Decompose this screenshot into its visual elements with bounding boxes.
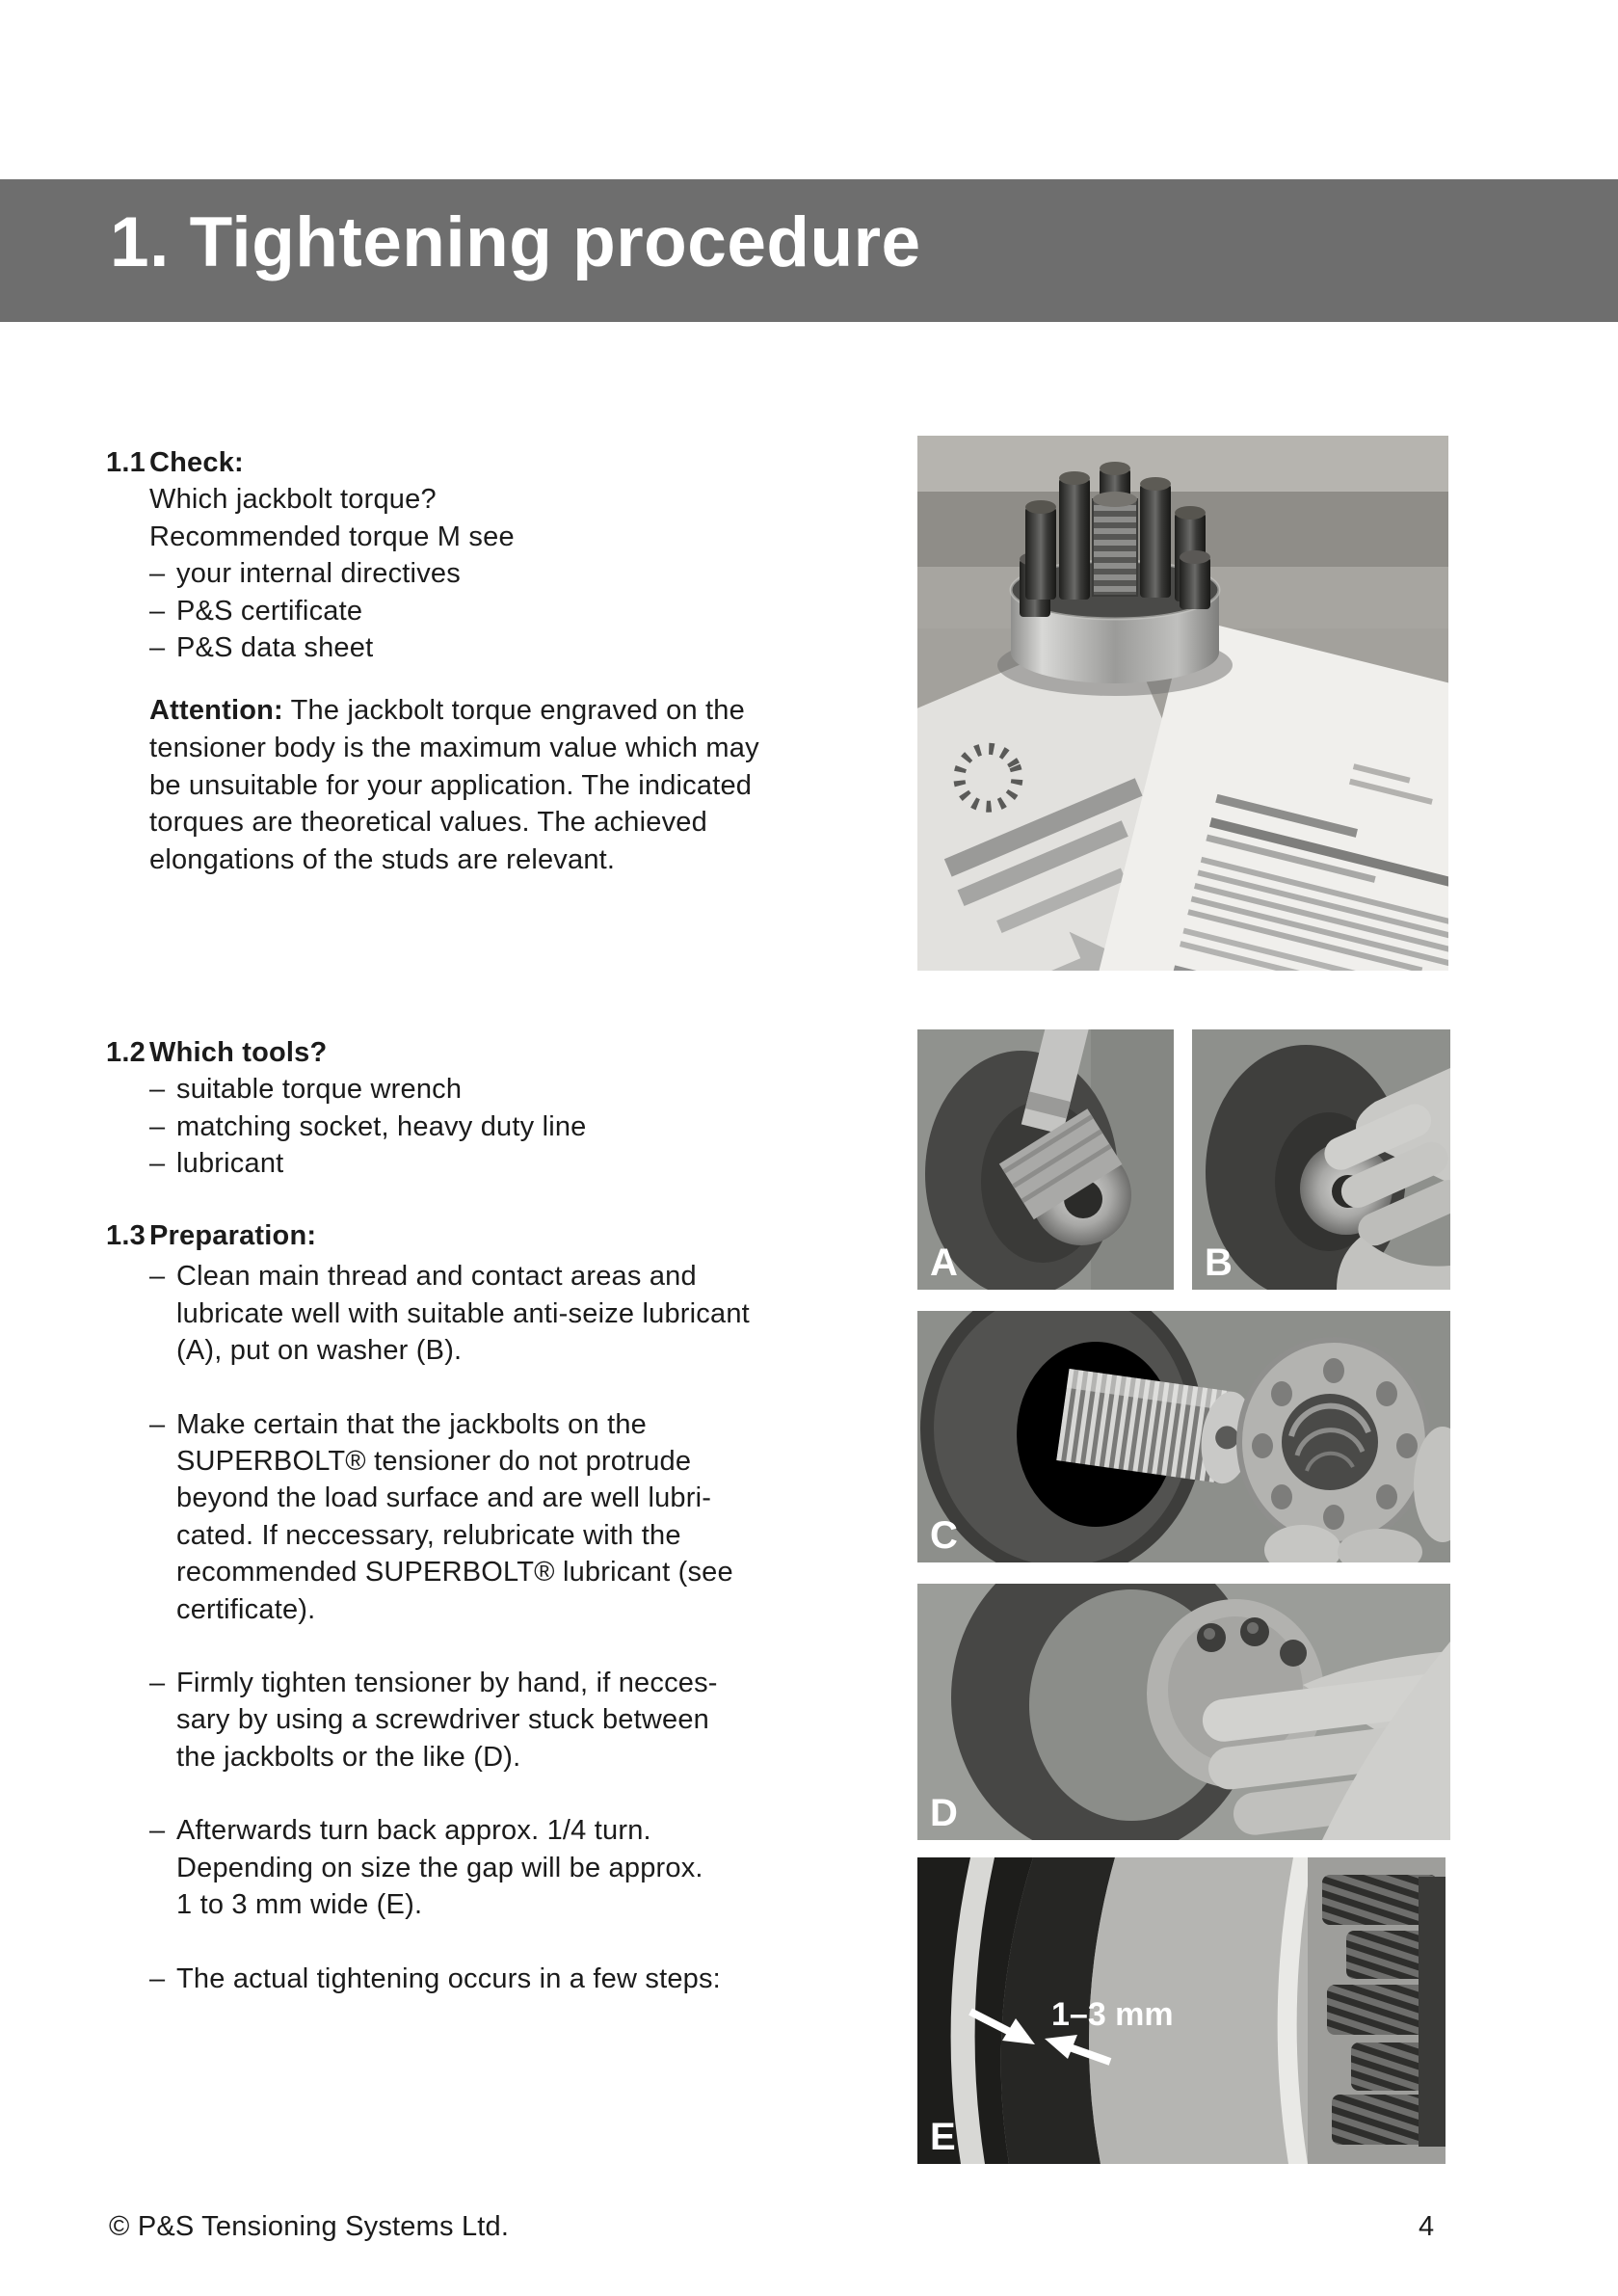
attention-paragraph [149,692,920,879]
list-item [149,1145,915,1182]
bullet-dash: – [149,1074,166,1106]
tensioner-nut [1239,1340,1428,1544]
text-line: Recommended torque M see [149,521,515,552]
photo-check-torque [917,436,1448,971]
bullet-dash: – [149,632,166,664]
bullet-text: P&S certificate [176,595,363,627]
text-line: torques are theoretical values. The achieved [149,807,707,839]
bullet-lines [176,1406,733,1628]
bullet-dash: – [149,1815,166,1847]
photo-label-c: C [930,1514,958,1557]
list-item [149,629,915,666]
hand-tighten-image [917,1584,1450,1840]
section-number: 1.2 [106,1037,146,1068]
list-item [149,1108,915,1145]
attention-label: Attention: [149,695,283,726]
section-heading: Preparation: [149,1220,317,1251]
section-1-1 [106,444,915,666]
attention-lines [149,730,920,879]
photo-label-a: A [930,1241,958,1284]
list-item [149,1258,915,1369]
text-line: cated. If neccessary, relubricate with the [176,1519,681,1551]
list-item [149,1961,915,1997]
text-line: beyond the load surface and are well lubri- [176,1482,712,1514]
bullet-dash: – [149,1261,166,1293]
bullet-dash: – [149,595,166,627]
text-line [149,692,920,730]
bullet-dash: – [149,1148,166,1180]
bullet-lines [176,1961,721,1997]
bullet-lines [176,1258,750,1369]
photo-label-e: E [930,2116,956,2158]
gap-dimension-label: 1–3 mm [1051,1996,1174,2033]
list-item [149,593,915,629]
text-line: the jackbolts or the like (D). [176,1741,521,1773]
text-line: recommended SUPERBOLT® lubricant (see [176,1557,733,1589]
tensioner-on-papers-image [917,436,1448,971]
bullet-text: P&S data sheet [176,632,374,664]
bullet-text: suitable torque wrench [176,1074,463,1106]
text-line: SUPERBOLT® tensioner do not protrude [176,1446,692,1478]
bullet-dash: – [149,558,166,590]
text-line: Make certain that the jackbolts on the [176,1408,647,1440]
bullet-text: lubricant [176,1148,284,1180]
section-heading: Check: [149,447,244,478]
section-number: 1.1 [106,447,146,478]
bullet-dash: – [149,1408,166,1440]
text-line: lubricate well with suitable anti-seize lubricant [176,1297,750,1329]
text-line: Which jackbolt torque? [149,484,437,516]
photo-label-d: D [930,1792,958,1834]
text-line: be unsuitable for your application. The indicated [149,769,753,801]
attention-text: The jackbolt torque engraved on the [282,695,745,726]
title-band [0,179,1618,322]
photo-b [1192,1029,1450,1290]
text-line: The actual tightening occurs in a few steps: [176,1962,721,1994]
page-number: 4 [1419,2211,1435,2242]
bullet-dash: – [149,1668,166,1699]
text-line: Firmly tighten tensioner by hand, if necces- [176,1668,718,1699]
text-line: certificate). [176,1593,316,1625]
bullet-lines [176,1665,718,1775]
bullet-dash: – [149,1110,166,1142]
bullet-text: matching socket, heavy duty line [176,1110,587,1142]
jackbolts-cluster [1322,1875,1446,2147]
text-line: elongations of the studs are relevant. [149,844,616,876]
photo-e [917,1857,1446,2164]
photo-d [917,1584,1450,1840]
bullet-dash: – [149,1962,166,1994]
page-title: 1. Tightening procedure [110,203,921,281]
text-line: Clean main thread and contact areas and [176,1261,697,1293]
text-line: Depending on size the gap will be approx. [176,1852,703,1883]
bullet-list [149,555,915,666]
section-number: 1.3 [106,1220,146,1251]
list-item [149,555,915,592]
bullet-list [149,1071,915,1182]
thread-tensioner-image [917,1311,1450,1562]
text-line: (A), put on washer (B). [176,1335,463,1367]
section-1-2 [106,1034,915,1183]
text-line: tensioner body is the maximum value which may [149,732,759,763]
list-item [149,1071,915,1108]
section-heading: Which tools? [149,1037,328,1068]
text-line: Afterwards turn back approx. 1/4 turn. [176,1815,651,1847]
list-item [149,1665,915,1775]
text-line: 1 to 3 mm wide (E). [176,1889,423,1921]
gap-closeup-image [917,1857,1446,2164]
list-item [149,1406,915,1628]
footer-copyright: © P&S Tensioning Systems Ltd. [109,2211,510,2242]
photo-label-b: B [1205,1241,1233,1284]
section-1-3 [106,1217,915,1997]
bullet-text: your internal directives [176,558,461,590]
photo-c [917,1311,1450,1562]
bullet-lines [176,1812,703,1923]
text-line: sary by using a screwdriver stuck between [176,1704,709,1736]
photo-a [917,1029,1174,1290]
list-item [149,1812,915,1923]
